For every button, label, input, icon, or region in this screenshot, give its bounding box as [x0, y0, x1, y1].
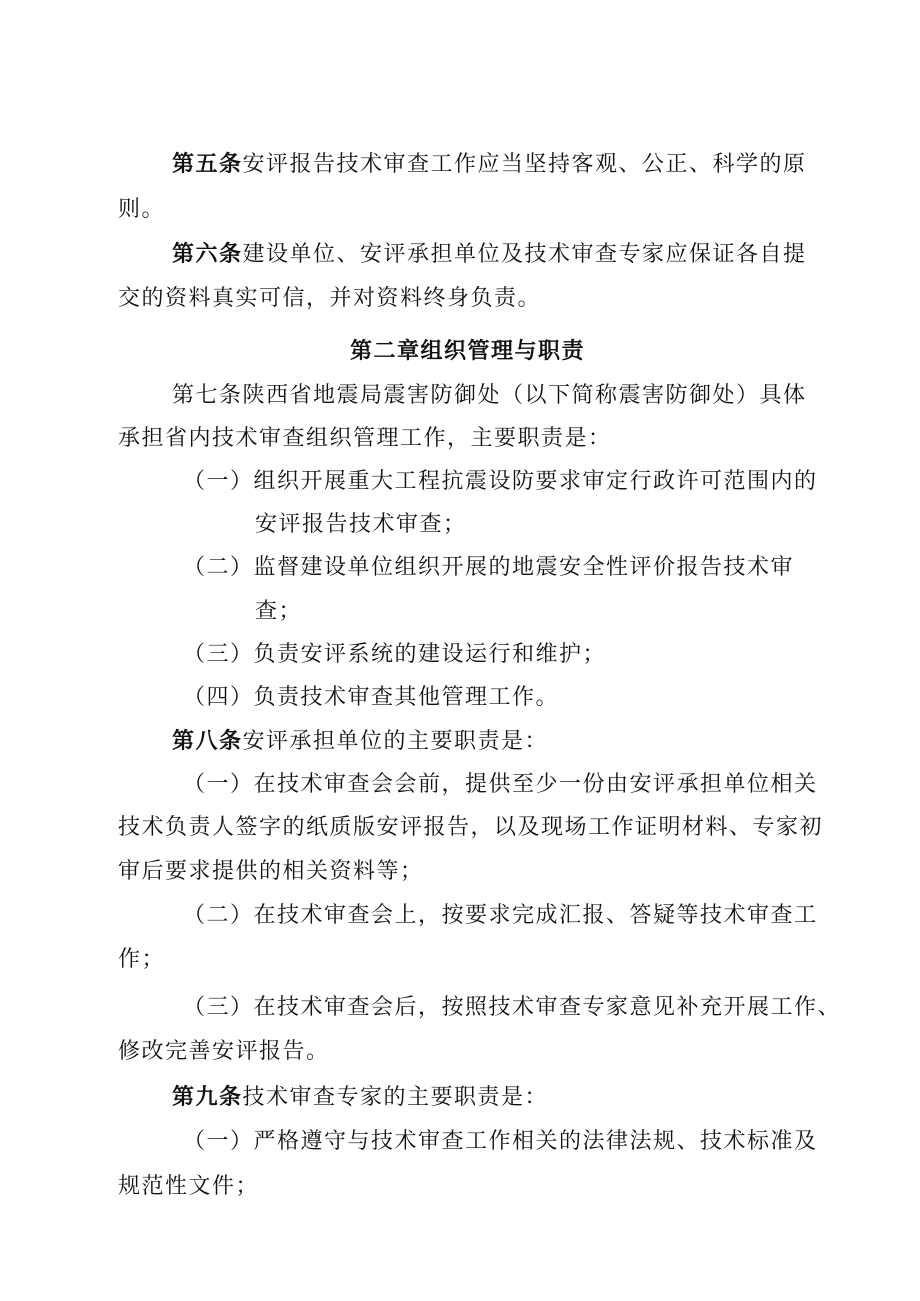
article-8-item-1-line-1: （一）在技术审查会会前，提供至少一份由安评承担单位相关 [183, 772, 818, 797]
article-7-item-3: （三）负责安评系统的建设运行和维护； [183, 642, 607, 667]
article-8-item-1-line-3: 审后要求提供的相关资料等； [118, 859, 424, 884]
article-5-title: 第五条 [172, 152, 243, 177]
article-8-item-1-line-2: 技术负责人签字的纸质版安评报告，以及现场工作证明材料、专家初 [118, 815, 824, 840]
article-7-item-1-line-2: 安评报告技术审查； [255, 512, 467, 537]
article-8-title: 第八条 [172, 729, 243, 754]
article-6-line-1 [172, 240, 807, 270]
article-7-item-1-line-1: （一）组织开展重大工程抗震设防要求审定行政许可范围内的 [183, 469, 818, 494]
article-9-line-1 [172, 1083, 548, 1113]
article-7-item-2-line-2: 查； [255, 599, 303, 624]
article-8-item-3-line-1: （三）在技术审查会后，按照技术审查专家意见补充开展工作、 [183, 995, 842, 1020]
article-8-item-2-line-1: （二）在技术审查会上，按要求完成汇报、答疑等技术审查工 [183, 903, 818, 928]
article-7-item-4: （四）负责技术审查其他管理工作。 [183, 685, 560, 710]
article-8-line-1 [172, 727, 548, 757]
article-8-item-3-line-2: 修改完善安评报告。 [118, 1039, 330, 1064]
article-9-item-1-line-2: 规范性文件； [118, 1174, 260, 1199]
article-6-line-2: 交的资料真实可信，并对资料终身负责。 [118, 286, 542, 311]
article-8-intro: 安评承担单位的主要职责是： [242, 729, 549, 754]
article-5-line-2: 则。 [118, 197, 166, 222]
article-5-line-1 [172, 150, 807, 180]
article-6-title: 第六条 [172, 242, 243, 267]
article-7-item-2-line-1: （二）监督建设单位组织开展的地震安全性评价报告技术审 [183, 555, 795, 580]
article-9-item-1-line-1: （一）严格遵守与技术审查工作相关的法律法规、技术标准及 [183, 1129, 818, 1154]
article-7-line-1: 第七条陕西省地震局震害防御处（以下简称震害防御处）具体 [172, 383, 807, 408]
article-5-text: 安评报告技术审查工作应当坚持客观、公正、科学的原 [242, 152, 807, 177]
article-9-intro: 技术审查专家的主要职责是： [242, 1085, 549, 1110]
chapter-heading: 第二章组织管理与职责 [350, 339, 586, 364]
article-7-line-2: 承担省内技术审查组织管理工作，主要职责是： [118, 426, 612, 451]
article-9-title: 第九条 [172, 1085, 243, 1110]
article-6-text: 建设单位、安评承担单位及技术审查专家应保证各自提 [242, 242, 807, 267]
article-8-item-2-line-2: 作； [118, 947, 166, 972]
